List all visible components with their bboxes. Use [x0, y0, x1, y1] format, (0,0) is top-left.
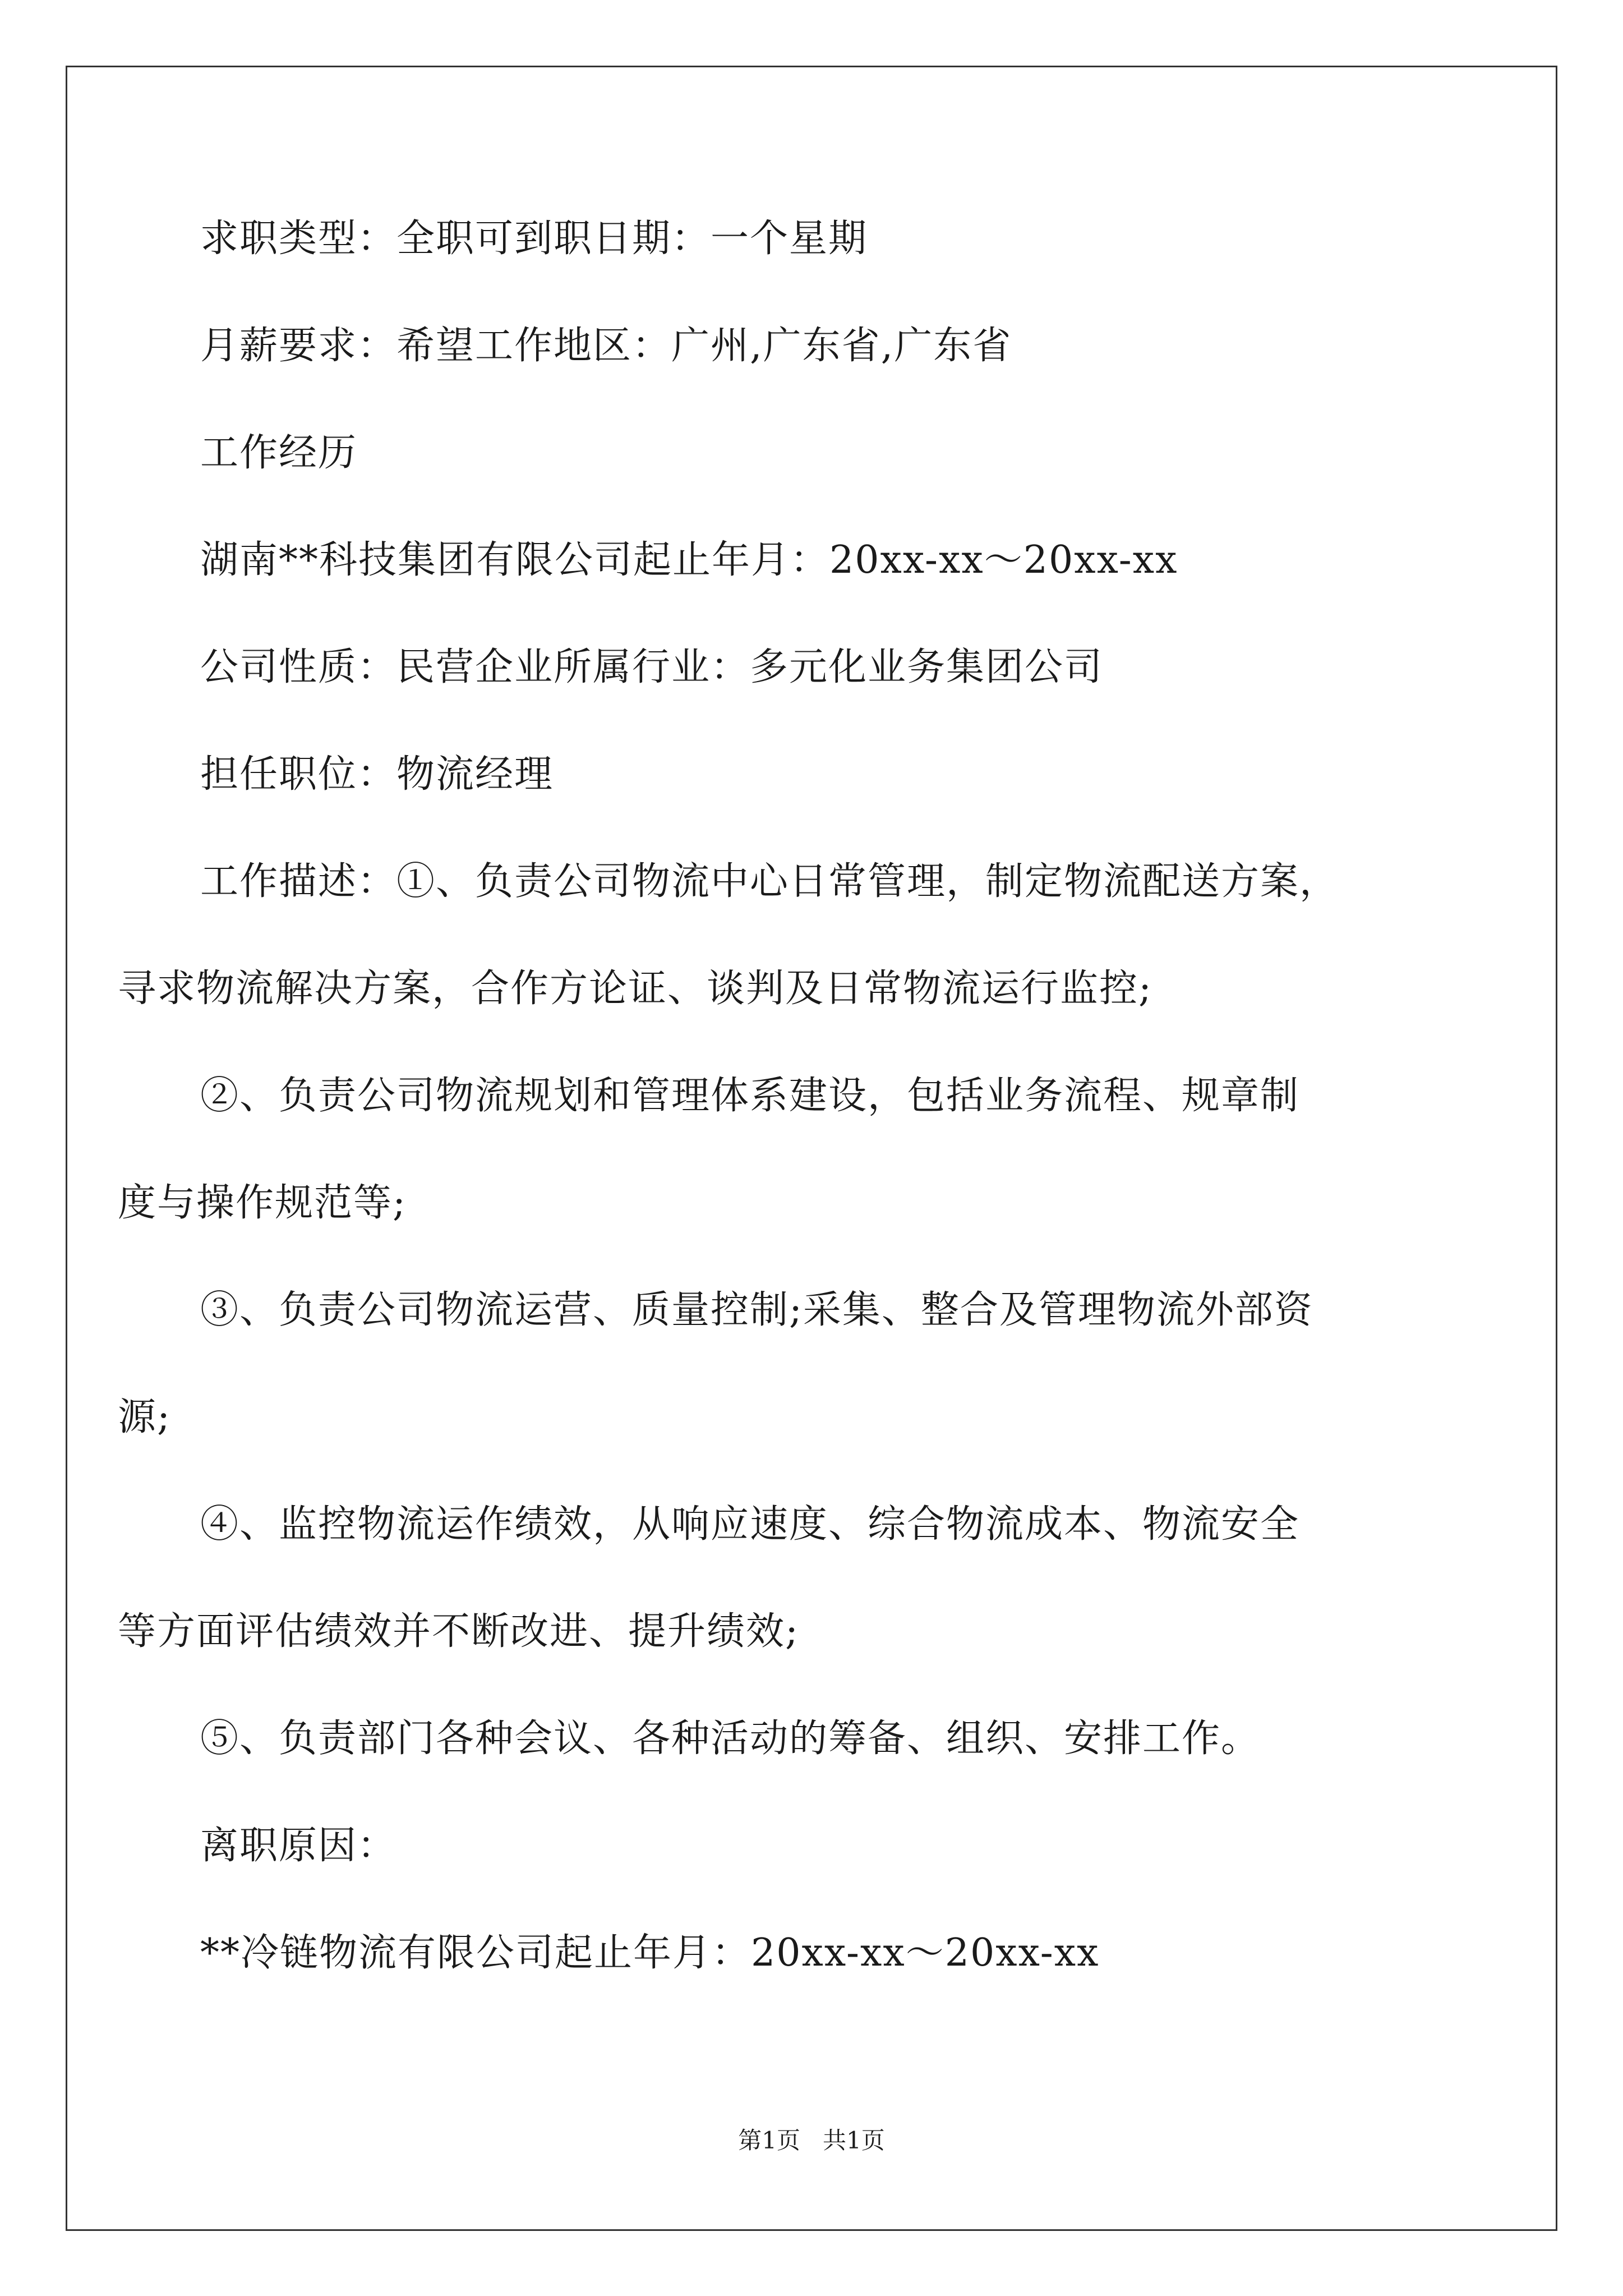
duty-4-line-cont: 等方面评估绩效并不断改进、提升绩效; [118, 1609, 799, 1654]
job-description-line: 工作描述：①、负责公司物流中心日常管理，制定物流配送方案， [200, 859, 1339, 904]
job-description-line-cont: 寻求物流解决方案，合作方论证、谈判及日常物流运行监控; [118, 967, 1152, 1011]
position-line: 担任职位：物流经理 [200, 752, 554, 797]
leave-reason-line: 离职原因： [200, 1824, 397, 1868]
duty-5-line: ⑤、负责部门各种会议、各种活动的筹备、组织、安排工作。 [200, 1717, 1261, 1761]
page-total: 共1页 [823, 2127, 885, 2154]
company-nature-line: 公司性质：民营企业所属行业：多元化业务集团公司 [200, 645, 1104, 689]
page-footer [0, 2122, 1623, 2156]
page-border [66, 66, 1557, 2231]
duty-2-line-cont: 度与操作规范等; [118, 1181, 407, 1225]
duty-3-line-cont: 源; [118, 1395, 171, 1439]
salary-location-line: 月薪要求：希望工作地区：广州,广东省,广东省 [200, 324, 1012, 368]
duty-3-line: ③、负责公司物流运营、质量控制;采集、整合及管理物流外部资 [200, 1288, 1313, 1332]
duty-2-line: ②、负责公司物流规划和管理体系建设，包括业务流程、规章制 [200, 1074, 1300, 1118]
company-period-line: 湖南**科技集团有限公司起止年月：20xx-xx～20xx-xx [200, 538, 1178, 582]
page-number: 第1页 [738, 2127, 800, 2154]
work-experience-heading: 工作经历 [200, 431, 358, 475]
company-2-period-line: **冷链物流有限公司起止年月：20xx-xx～20xx-xx [200, 1931, 1100, 1975]
job-type-line: 求职类型：全职可到职日期：一个星期 [200, 217, 868, 261]
duty-4-line: ④、监控物流运作绩效，从响应速度、综合物流成本、物流安全 [200, 1502, 1300, 1547]
